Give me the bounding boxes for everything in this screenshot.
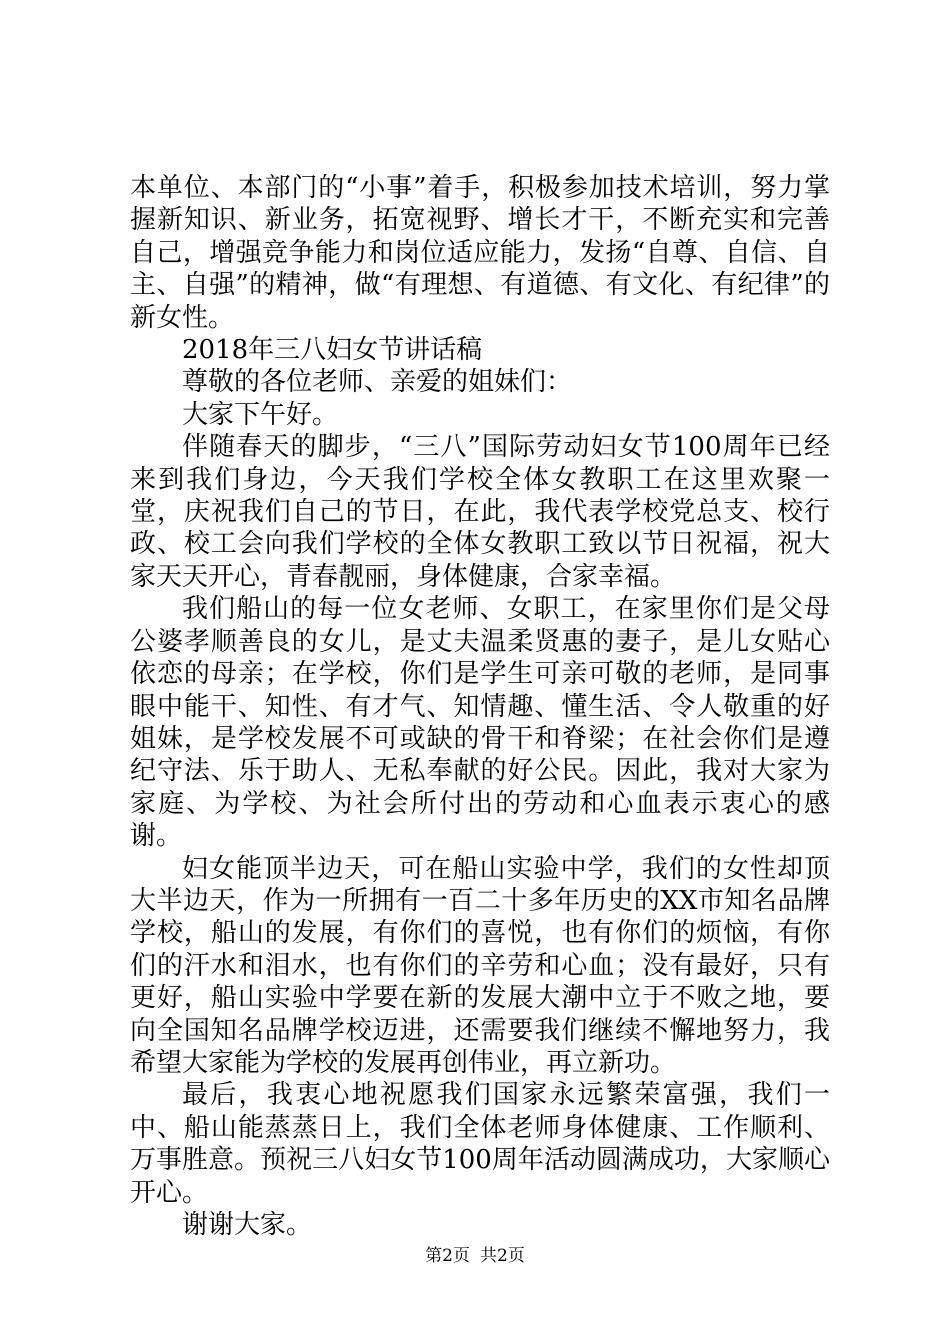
page-number-total: 共2页: [480, 1246, 525, 1266]
document-body: [130, 172, 830, 1241]
page-number-current: 第2页: [425, 1246, 470, 1266]
salutation: 尊敬的各位老师、亲爱的姐妹们：: [182, 367, 573, 398]
paragraph-teachers-roles: 我们船山的每一位女老师、女职工，在家里你们是父母公婆孝顺善良的女儿，是丈夫温柔贤惠的妻子，是儿女贴心依恋的母亲；在学校，你们是学生可亲可敬的老师，是同事眼中能干、知性、有才气、知情趣、懂生活、令人敬重的好姐妹，是学校发展不可或缺的骨干和脊梁；在社会你们是遵纪守法、乐于助人、无私奉献的好公民。因此，我对大家为家庭、为学校、为社会所付出的劳动和心血表示衷心的感谢。: [130, 594, 830, 852]
greeting: 大家下午好。: [182, 399, 339, 430]
page-footer: [0, 1245, 950, 1267]
paragraph-school-development: 妇女能顶半边天，可在船山实验中学，我们的女性却顶大半边天，作为一所拥有一百二十多年历史的XX市知名品牌学校，船山的发展，有你们的喜悦，也有你们的烦恼，有你们的汗水和泪水，也有你们的辛劳和心血；没有最好，只有更好，船山实验中学要在新的发展大潮中立于不败之地，要向全国知名品牌学校迈进，还需要我们继续不懈地努力，我希望大家能为学校的发展再创伟业，再立新功。: [130, 853, 830, 1078]
paragraph-continuation: 本单位、本部门的“小事”着手，积极参加技术培训，努力掌握新知识、新业务，拓宽视野、增长才干，不断充实和完善自己，增强竞争能力和岗位适应能力，发扬“自尊、自信、自主、自强”的精神，做“有理想、有道德、有文化、有纪律”的新女性。: [130, 173, 830, 333]
paragraph-festival-intro: 伴随春天的脚步，“三八”国际劳动妇女节100周年已经来到我们身边，今天我们学校全体女教职工在这里欢聚一堂，庆祝我们自己的节日，在此，我代表学校党总支、校行政、校工会向我们学校的全体女教职工致以节日祝福，祝大家天天开心，青春靓丽，身体健康，合家幸福。: [130, 432, 830, 592]
speech-title: 2018年三八妇女节讲话稿: [182, 335, 483, 366]
paragraph-thanks: 谢谢大家。: [182, 1210, 313, 1240]
paragraph-closing-wishes: 最后，我衷心地祝愿我们国家永远繁荣富强，我们一中、船山能蒸蒸日上，我们全体老师身体健康、工作顺利、万事胜意。预祝三八妇女节100周年活动圆满成功，大家顺心开心。: [130, 1080, 830, 1208]
